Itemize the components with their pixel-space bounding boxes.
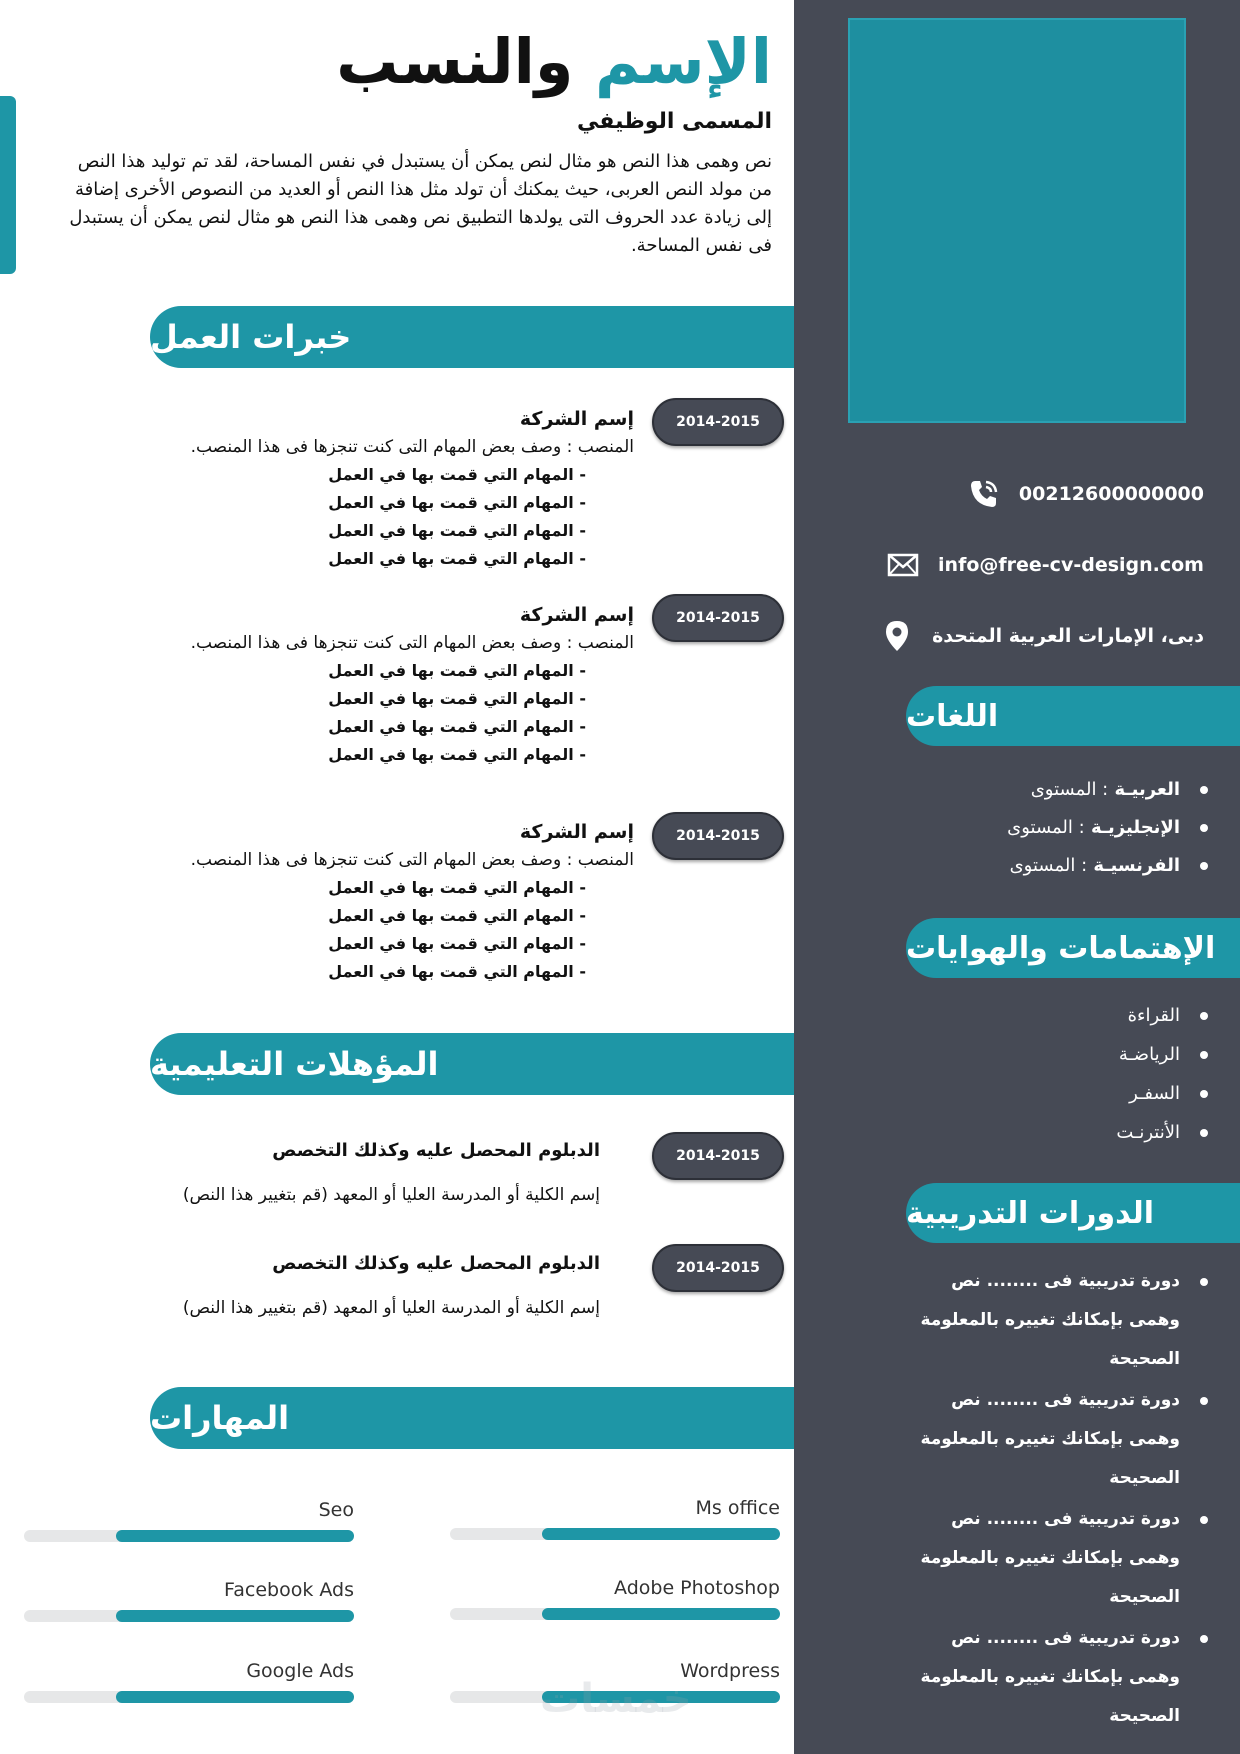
task-list — [64, 461, 586, 573]
skill-item — [24, 1496, 354, 1542]
map-pin-icon — [880, 619, 914, 653]
hobby-item: السفـر — [1116, 1074, 1214, 1113]
education-section-header: المؤهلات التعليمية — [150, 1033, 794, 1095]
course-item: دورة تدريبية فى ........ نص وهمى بإمكانك تغييره بالمعلومة الصحيحة — [914, 1619, 1214, 1736]
date-badge: 2014-2015 — [652, 812, 784, 860]
date-badge: 2014-2015 — [652, 1244, 784, 1292]
course-item: دورة تدريبية فى ........ نص وهمى بإمكانك تغييره بالمعلومة الصحيحة — [914, 1381, 1214, 1498]
contact-location — [880, 616, 1204, 656]
job-position: المنصب : وصف بعض المهام التى كنت تنجزها فى هذا المنصب. — [190, 437, 634, 457]
skill-bar-track — [24, 1610, 354, 1622]
contact-phone — [967, 474, 1204, 514]
degree-title: الدبلوم المحصل عليه وكذلك التخصص — [272, 1253, 600, 1274]
date-badge: 2014-2015 — [652, 1132, 784, 1180]
skills-section-header: المهارات — [150, 1387, 794, 1449]
name-last: والنسب — [336, 25, 574, 98]
skill-item — [24, 1576, 354, 1622]
hobbies-list — [1116, 996, 1214, 1152]
task-list — [64, 657, 586, 769]
skill-bar-track — [24, 1691, 354, 1703]
skill-bar-fill — [542, 1528, 780, 1540]
job-position: المنصب : وصف بعض المهام التى كنت تنجزها فى هذا المنصب. — [190, 850, 634, 870]
language-item — [1007, 809, 1214, 847]
language-level: : المستوى — [1009, 855, 1088, 876]
courses-section-header: الدورات التدريبية — [906, 1183, 1240, 1243]
job-position: المنصب : وصف بعض المهام التى كنت تنجزها فى هذا المنصب. — [190, 633, 634, 653]
hobbies-section-header: الإهتمامات والهوايات — [906, 918, 1240, 978]
skill-name: Google Ads — [246, 1660, 354, 1682]
language-level: : المستوى — [1007, 817, 1085, 838]
email-address: info@free-cv-design.com — [938, 554, 1204, 576]
language-level: : المستوى — [1030, 779, 1109, 800]
task-item: - المهام التي قمت بها في العمل — [64, 902, 586, 930]
envelope-icon — [886, 548, 920, 582]
phone-icon — [967, 477, 1001, 511]
task-item: - المهام التي قمت بها في العمل — [64, 657, 586, 685]
location-text: دبى، الإمارات العربية المتحدة — [932, 625, 1204, 647]
skill-item — [24, 1657, 354, 1703]
company-name: إسم الشركة — [519, 604, 634, 626]
hobby-item: الأنترنـت — [1116, 1113, 1214, 1152]
skill-item — [450, 1494, 780, 1540]
education-entry — [40, 1250, 600, 1322]
skill-name: Ms office — [695, 1497, 780, 1519]
task-item: - المهام التي قمت بها في العمل — [64, 517, 586, 545]
task-item: - المهام التي قمت بها في العمل — [64, 958, 586, 986]
contact-email — [886, 545, 1204, 585]
phone-number: 00212600000000 — [1018, 483, 1204, 505]
task-item: - المهام التي قمت بها في العمل — [64, 461, 586, 489]
hobby-item: الرياضـة — [1116, 1035, 1214, 1074]
company-name: إسم الشركة — [519, 821, 634, 843]
company-name: إسم الشركة — [519, 408, 634, 430]
task-item: - المهام التي قمت بها في العمل — [64, 741, 586, 769]
course-item: دورة تدريبية فى ........ نص وهمى بإمكانك تغييره بالمعلومة الصحيحة — [914, 1262, 1214, 1379]
name-first: الإسم — [594, 25, 772, 98]
task-item: - المهام التي قمت بها في العمل — [64, 685, 586, 713]
date-badge: 2014-2015 — [652, 594, 784, 642]
skill-name: Facebook Ads — [224, 1579, 354, 1601]
languages-list — [1007, 771, 1214, 885]
experience-section-header: خبرات العمل — [150, 306, 794, 368]
job-title: المسمى الوظيفي — [577, 109, 772, 134]
intro-paragraph: نص وهمى هذا النص هو مثال لنص يمكن أن يستبدل في نفس المساحة، لقد تم توليد هذا النص من مولد النص العربى، حيث يمكنك أن تولد مثل هذا النص أو العديد من النصوص الأخرى إضافة إلى زيادة عدد الحروف التى يولدها التطبيق نص وهمى هذا النص هو مثال لنص يمكن أن يستبدل فى نفس المساحة. — [69, 151, 772, 256]
skill-name: Adobe Photoshop — [614, 1577, 780, 1599]
hobby-item: القراءة — [1116, 996, 1214, 1035]
skill-bar-fill — [542, 1608, 780, 1620]
skill-name: Seo — [318, 1499, 354, 1521]
language-item — [1007, 771, 1214, 809]
education-entry — [40, 1137, 600, 1209]
skill-bar-fill — [116, 1530, 354, 1542]
task-item: - المهام التي قمت بها في العمل — [64, 713, 586, 741]
skill-bar-track — [24, 1530, 354, 1542]
language-item — [1007, 847, 1214, 885]
page-title — [336, 22, 772, 102]
language-name: الفرنسيـة — [1093, 855, 1180, 876]
decorative-accent-tab — [0, 96, 16, 274]
language-name: العربيـة — [1114, 779, 1180, 800]
language-name: الإنجليزيـة — [1090, 817, 1180, 838]
task-item: - المهام التي قمت بها في العمل — [64, 545, 586, 573]
degree-title: الدبلوم المحصل عليه وكذلك التخصص — [272, 1140, 600, 1161]
skill-bar-track — [450, 1528, 780, 1540]
languages-section-header: اللغات — [906, 686, 1240, 746]
sidebar — [794, 0, 1240, 1754]
school-name: إسم الكلية أو المدرسة العليا أو المعهد (قم بتغيير هذا النص) — [182, 1298, 600, 1318]
task-item: - المهام التي قمت بها في العمل — [64, 930, 586, 958]
skill-bar-fill — [116, 1691, 354, 1703]
task-item: - المهام التي قمت بها في العمل — [64, 874, 586, 902]
watermark: خمسات — [540, 1676, 692, 1722]
school-name: إسم الكلية أو المدرسة العليا أو المعهد (قم بتغيير هذا النص) — [182, 1185, 600, 1205]
course-item: دورة تدريبية فى ........ نص وهمى بإمكانك تغييره بالمعلومة الصحيحة — [914, 1500, 1214, 1617]
skill-name: Wordpress — [680, 1660, 780, 1682]
date-badge: 2014-2015 — [652, 398, 784, 446]
skill-bar-fill — [116, 1610, 354, 1622]
job-entry — [64, 405, 634, 573]
task-list — [64, 874, 586, 986]
courses-list — [914, 1262, 1214, 1738]
task-item: - المهام التي قمت بها في العمل — [64, 489, 586, 517]
job-entry — [64, 601, 634, 769]
skill-item — [450, 1574, 780, 1620]
skill-bar-track — [450, 1608, 780, 1620]
job-entry — [64, 818, 634, 986]
profile-photo-placeholder — [848, 18, 1186, 423]
